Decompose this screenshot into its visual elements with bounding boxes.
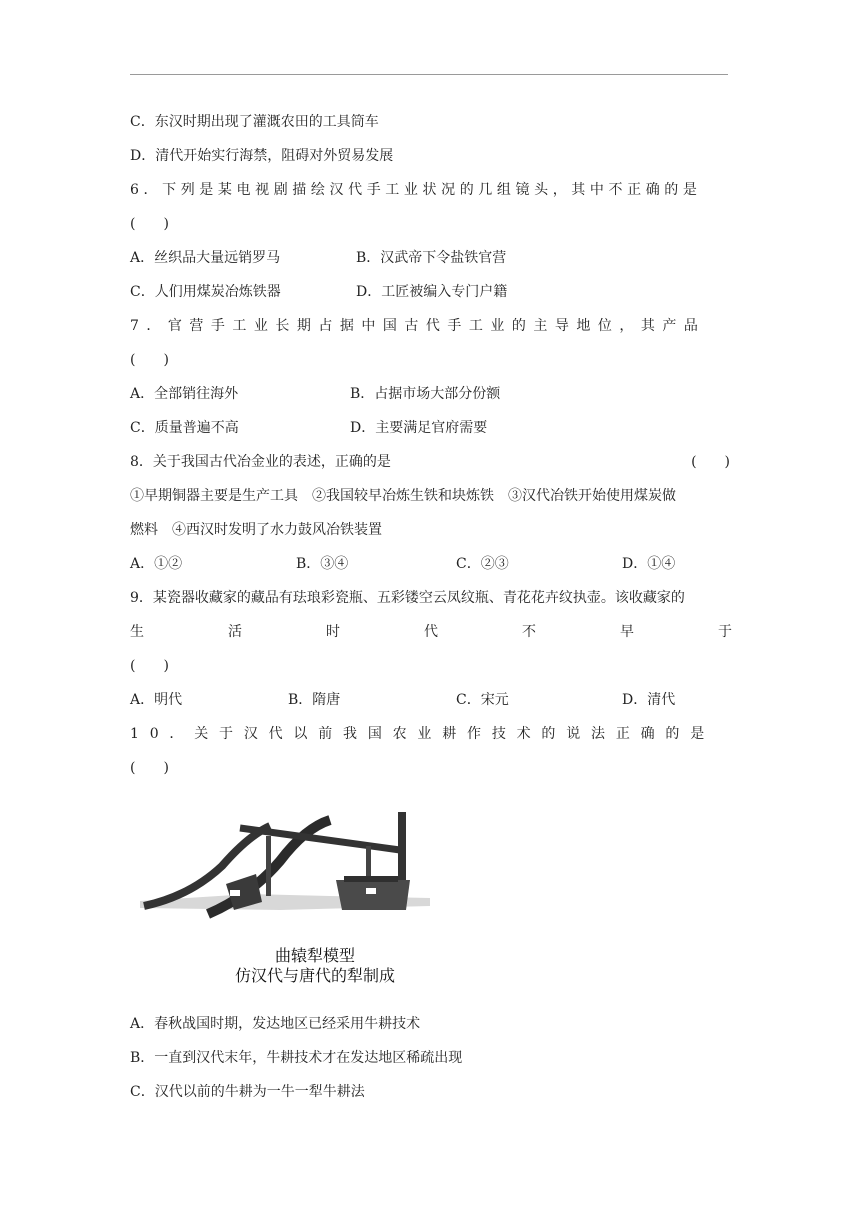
option-6b: B．汉武帝下令盐铁官营: [356, 250, 507, 266]
option-7a: A．全部销往海外: [130, 386, 239, 402]
option-7d: D．主要满足官府需要: [350, 420, 488, 436]
option-9d: D．清代: [622, 692, 676, 708]
option-5d: D．清代开始实行海禁，阻碍对外贸易发展: [130, 148, 394, 164]
question-10: [130, 724, 730, 744]
question-6-paren: ( ): [130, 216, 169, 232]
figure-caption-subtitle: 仿汉代与唐代的犁制成: [234, 966, 395, 985]
option-9a: A．明代: [130, 692, 183, 708]
question-9-paren: ( ): [130, 658, 169, 674]
option-9c: C．宋元: [456, 692, 509, 708]
question-9: 9．某瓷器收藏家的藏品有珐琅彩瓷瓶、五彩镂空云凤纹瓶、青花花卉纹执壶。该收藏家的: [130, 590, 685, 606]
question-8-statements-cont: 燃料 ④西汉时发明了水力鼓风冶铁装置: [130, 522, 382, 538]
question-7-paren: ( ): [130, 352, 169, 368]
option-6a: A．丝织品大量远销罗马: [130, 250, 281, 266]
option-10b: B．一直到汉代末年，牛耕技术才在发达地区稀疏出现: [130, 1050, 463, 1066]
option-9b: B．隋唐: [288, 692, 341, 708]
header-rule: [130, 74, 728, 75]
option-7b: B．占据市场大部分份额: [350, 386, 501, 402]
question-6: [130, 180, 730, 200]
figure-caption-title: 曲辕犁模型: [274, 946, 355, 965]
option-6c: C．人们用煤炭冶炼铁器: [130, 284, 281, 300]
option-8b: B．③④: [296, 556, 349, 572]
option-5c: C．东汉时期出现了灌溉农田的工具筒车: [130, 114, 379, 130]
question-6-text: 6．下列是某电视剧描绘汉代手工业状况的几组镜头，其中不正确的是: [130, 182, 702, 198]
question-7: [130, 316, 730, 336]
option-10a: A．春秋战国时期，发达地区已经采用牛耕技术: [130, 1016, 421, 1032]
question-9-cont: [130, 622, 816, 642]
option-10c: C．汉代以前的牛耕为一牛一犁牛耕法: [130, 1084, 365, 1100]
curved-plow-model-image: [130, 806, 430, 936]
option-8a: A．①②: [130, 556, 183, 572]
plow-figure: [130, 806, 430, 990]
question-8-text: 8．关于我国古代冶金业的表述，正确的是: [130, 454, 391, 470]
option-6d: D．工匠被编入专门户籍: [356, 284, 508, 300]
question-10-text: 10．关于汉代以前我国农业耕作技术的说法正确的是: [130, 726, 716, 742]
question-9-cont-text: 生活时代不早于: [130, 624, 816, 640]
question-7-text: 7．官营手工业长期占据中国古代手工业的主导地位，其产品: [130, 318, 706, 334]
option-7c: C．质量普遍不高: [130, 420, 239, 436]
question-8: [130, 452, 730, 472]
option-8c: C．②③: [456, 556, 509, 572]
question-8-statements: ①早期铜器主要是生产工具 ②我国较早冶炼生铁和块炼铁 ③汉代冶铁开始使用煤炭做: [130, 488, 676, 504]
question-8-paren: ( ): [691, 454, 730, 470]
question-10-paren: ( ): [130, 760, 169, 776]
option-8d: D．①④: [622, 556, 676, 572]
